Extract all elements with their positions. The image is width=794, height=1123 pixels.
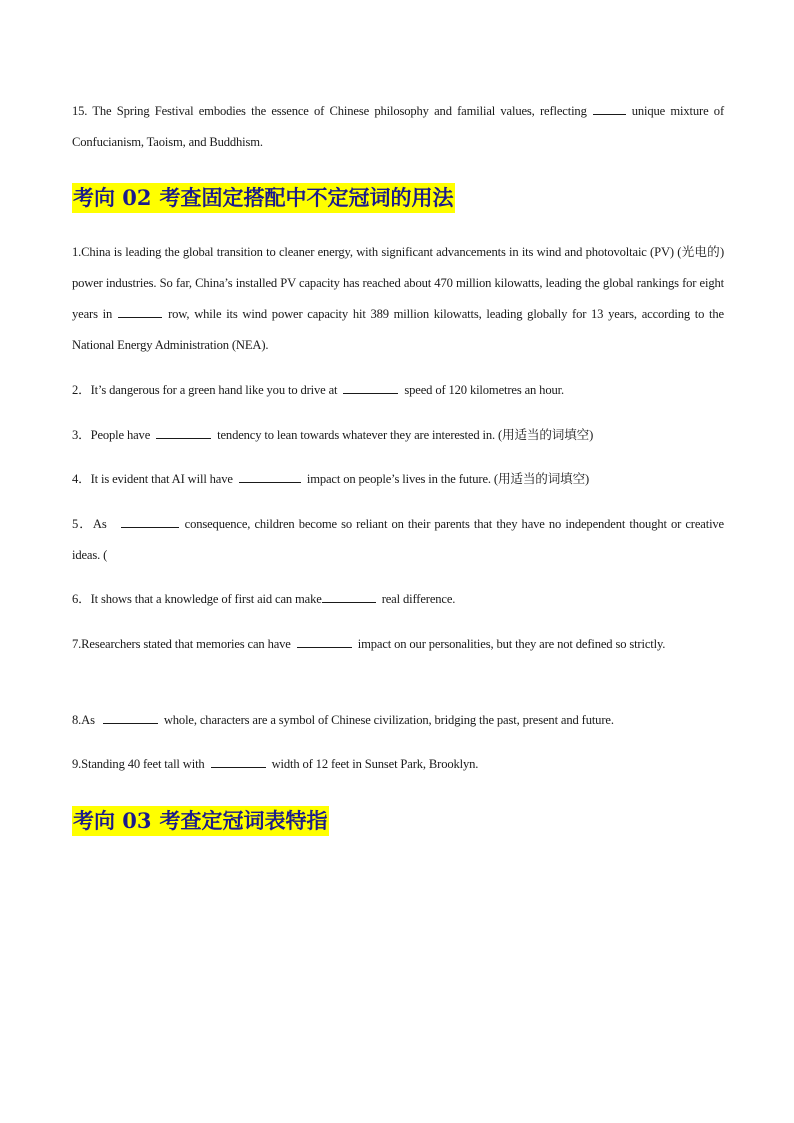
question-9-text-before: 9.Standing 40 feet tall with [72, 757, 205, 771]
question-3 [72, 420, 724, 451]
question-15-text-before: 15. The Spring Festival embodies the essence of Chinese philosophy and familial values, reflecting [72, 104, 587, 118]
answer-blank[interactable] [322, 588, 376, 603]
answer-blank[interactable] [239, 468, 301, 483]
question-1-text-after: row, while its wind power capacity hit 389 million kilowatts, leading globally for 13 years, according to the National Energy Administration (NEA). [72, 307, 724, 352]
question-4 [72, 464, 724, 495]
question-6-text-after: real difference. [381, 592, 456, 606]
answer-blank[interactable] [156, 424, 211, 439]
question-5 [72, 509, 724, 571]
question-5-text-before: 5．As [72, 517, 107, 531]
answer-blank[interactable] [297, 633, 352, 648]
question-6-text-before: 6．It shows that a knowledge of first aid can make [72, 592, 322, 606]
answer-blank[interactable] [343, 379, 398, 394]
question-1-text-before: 1.China is leading the global transition to cleaner energy, with significant advancements in its wind and photovoltaic (PV) (光电的) power industries. So far, China’s installed PV capacity has reached about 470 million kilowatts, leading the global rankings for eight years in [72, 245, 724, 321]
question-5-text-after: consequence, children become so reliant on their parents that they have no independent thought or creative ideas. ( [72, 517, 725, 562]
question-15-text-after: unique mixture of Confucianism, Taoism, and Buddhism. [72, 104, 724, 149]
question-2-text-after: speed of 120 kilometres an hour. [404, 383, 564, 397]
question-4-text-before: 4．It is evident that AI will have [72, 472, 233, 486]
question-9 [72, 749, 724, 780]
section-label: 考向 02 [73, 185, 152, 210]
section-heading-02 [72, 183, 455, 213]
question-8-text-before: 8.As [72, 713, 95, 727]
question-2-text-before: 2．It’s dangerous for a green hand like you to drive at [72, 383, 338, 397]
section-heading-03 [72, 806, 329, 836]
question-7-text-after: impact on our personalities, but they are not defined so strictly. [357, 637, 666, 651]
question-7-text-before: 7.Researchers stated that memories can have [72, 637, 291, 651]
answer-blank[interactable] [103, 709, 158, 724]
question-1 [72, 237, 724, 361]
question-6 [72, 584, 724, 615]
question-8 [72, 705, 724, 736]
question-7 [72, 629, 724, 660]
answer-blank[interactable] [211, 753, 266, 768]
answer-blank[interactable] [593, 100, 626, 115]
question-3-text-after: tendency to lean towards whatever they are interested in. (用适当的词填空) [217, 428, 594, 442]
question-8-text-after: whole, characters are a symbol of Chinese civilization, bridging the past, present and future. [163, 713, 614, 727]
section-title: 考查固定搭配中不定冠词的用法 [159, 185, 454, 210]
answer-blank[interactable] [118, 303, 162, 318]
question-4-text-after: impact on people’s lives in the future. (用适当的词填空) [306, 472, 590, 486]
question-9-text-after: width of 12 feet in Sunset Park, Brooklyn. [271, 757, 479, 771]
question-15 [72, 96, 724, 158]
question-3-text-before: 3．People have [72, 428, 151, 442]
answer-blank[interactable] [121, 513, 179, 528]
section-title: 考查定冠词表特指 [159, 808, 328, 833]
question-2 [72, 375, 724, 406]
section-label: 考向 03 [73, 808, 152, 833]
